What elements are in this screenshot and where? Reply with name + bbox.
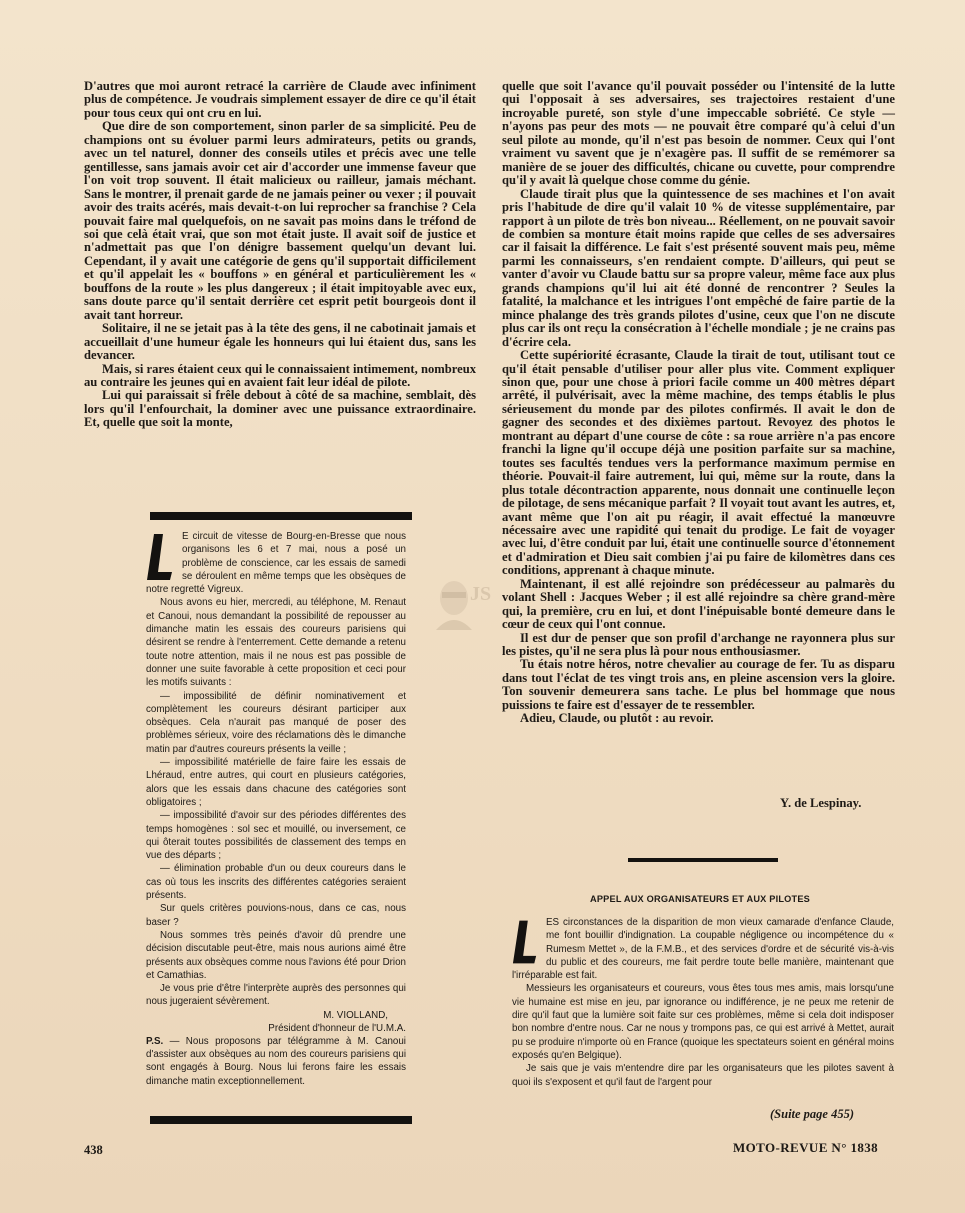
dropcap-l-glyph <box>512 918 538 966</box>
notice-paragraph: — impossibilité matérielle de faire faire les essais de Lhéraud, entre autres, qui court en plusieurs catégories, alors que les essais dans chacune des catégories sont obligatoires ; <box>146 757 406 808</box>
article-left-column <box>84 80 476 430</box>
appel-paragraph: Je sais que je vais m'entendre dire par les organisateurs que les pilotes savent à quoi ils s'exposent et qu'il faut de l'argent pour <box>512 1063 894 1088</box>
article-byline: Y. de Lespinay. <box>780 796 862 810</box>
notice-signature-title: Président d'honneur de l'U.M.A. <box>268 1022 406 1034</box>
notice-bottom-rule <box>150 1116 412 1124</box>
notice-paragraph: — impossibilité d'avoir sur des périodes différentes des temps homogènes : sol sec et mouillé, ou inversement, ce qui ôterait toutes possibilités de classement des temps en vue des départs ; <box>146 810 406 862</box>
notice-box <box>146 530 406 1088</box>
section-separator <box>628 858 778 862</box>
article-paragraph: Cette supériorité écrasante, Claude la tirait de tout, utilisant tout ce qu'il était pensable d'utiliser pour aller plus vite. Comment expliquer sinon que, pour une chose à priori facile comme un 400 mètres départ arrêté, il pulvérisait, avec la même machine, des temps établis le plus sérieusement du monde par des pilotes confirmés. Il avait le don de gagner des secondes et des dixièmes partout. Revoyez des photos le montrant au départ d'une course de côte : sa roue arrière n'a pas encore franchi la ligne qu'il occupe déjà une position parfaite sur sa machine, toutes ses facultés tendues vers la performance maximum permise en théorie. Pouvait-il faire autrement, lui qui, même sur la route, dans la plus totale décontraction apparente, nous donnait une continuelle leçon de pilotage, de sens mécanique parfait ? Il voyait tout avant les autres, et, avant même que l'on ait pu réagir, il avait effectué la manœuvre nécessaire avec une rapidité qui tenait du prodige. Le fait de voyager avec lui, d'être conduit par lui, était une continuelle source d'étonnement et d'admiration et Dieu sait combien j'ai pu faire de kilomètres dans ces conditions, apprenant à chaque minute. <box>502 348 895 578</box>
appel-title: APPEL AUX ORGANISATEURS ET AUX PILOTES <box>590 894 810 904</box>
notice-dropcap <box>146 532 174 582</box>
postscript-text: — Nous proposons par télégramme à M. Canoui d'assister aux obsèques au nom des coureurs parisiens qui sont engagés à Bourg. Nous lui ferons faire les essais dimanche matin exceptionnellement. <box>146 1035 406 1087</box>
appel-paragraph: Messieurs les organisateurs et coureurs, vous êtes tous mes amis, mais lorsqu'une vie humaine est mise en jeu, par ignorance ou indifférence, je ne peux me retenir de dire qu'il faut que la lumière soit faite sur ces problèmes, même si cela doit indisposer bon nombre d'entre nous. Car ne nous y trompons pas, ce qui est arrivé à Mettet, aurait pu se produire n'importe où en France (quoique les spectateurs soient en général moins exposés qu'en Belgique). <box>512 983 894 1061</box>
notice-top-rule <box>150 512 412 520</box>
article-right-column <box>502 80 895 726</box>
article-paragraph: quelle que soit l'avance qu'il pouvait posséder ou l'intensité de la lutte qui l'opposait à ses adversaires, ses trajectoires restaient d'une incroyable pureté, son style d'une impeccable sobriété. Ce style — n'ayons pas peur des mots — ne pouvait être comparé qu'à celui d'un seul pilote au monde, qu'il n'est pas besoin de nommer. Ceux qui l'ont vraiment vu savent que je n'exagère pas. Il suffit de se remémorer sa manière de se jouer des difficultés, chicane ou cuvette, pour comprendre qu'il y avait là quelque chose comme du génie. <box>502 79 895 188</box>
appel-dropcap <box>512 918 538 966</box>
article-paragraph: Maintenant, il est allé rejoindre son prédécesseur au palmarès du volant Shell : Jacques Weber ; il est allé rejoindre sa chère grand-mère qui, la première, cru en lui, et dont l'inépuisable bonté demeure dans le cœur de ceux qui l'ont connue. <box>502 576 895 632</box>
appel-block <box>512 916 894 1089</box>
notice-paragraph: — impossibilité de définir nominativement et complètement les coureurs désirant participer aux obsèques. Cela n'aurait pas manqué de poser des problèmes sérieux, voire des réclamations dès le dimanche matin par d'autres coureurs présents la veille ; <box>146 690 406 755</box>
notice-paragraph: Nous sommes très peinés d'avoir dû prendre une décision discutable peut-être, mais nous aurions aimé être présents aux obsèques comme nous l'avions été pour Drion et Camathias. <box>146 929 407 981</box>
article-paragraph: Mais, si rares étaient ceux qui le connaissaient intimement, nombreux au contraire les jeunes qui en avaient fait leur idéal de pilote. <box>84 361 476 389</box>
portrait-watermark <box>432 574 492 630</box>
article-paragraph: Adieu, Claude, ou plutôt : au revoir. <box>520 711 714 726</box>
notice-paragraph: Nous avons eu hier, mercredi, au téléphone, M. Renaut et Canoui, nous demandant la possibilité de repousser au dimanche matin les essais des coureurs parisiens qui désirent se rendre à l'enterrement. Cette demande a retenu toute notre attention, mais il ne nous est pas possible de donner une suite favorable à cette proposition et ceci pour les motifs suivants : <box>146 597 406 689</box>
article-paragraph: Solitaire, il ne se jetait pas à la tête des gens, il ne cabotinait jamais et accueillait d'une humeur égale les honneurs qui lui étaient dus, sans les devancer. <box>84 321 476 363</box>
notice-postscript <box>146 1035 406 1088</box>
magazine-issue: MOTO-REVUE N° 1838 <box>733 1140 879 1155</box>
notice-paragraph: Je vous prie d'être l'interprète auprès des personnes qui nous jugeraient sévèrement. <box>146 983 406 1008</box>
article-paragraph: Que dire de son comportement, sinon parler de sa simplicité. Peu de champions ont su évoluer parmi leurs admirateurs, petits ou grands, avec un tel naturel, donner des conseils utiles et précis avec une telle gentillesse, sans jamais avoir cet air d'accorder une immense faveur que l'on voit trop souvent. Il était malicieux ou railleur, jamais méchant. Sans le montrer, il prenait garde de ne jamais peiner ou vexer ; il pouvait avoir des traits acérés, mais devait-t-on lui reprocher sa franchise ? Cela pouvait faire mal quelquefois, on ne savait pas moins dans le tréfond de soi que celà était vrai, que son mot était juste. Il avait soif de justice et n'admettait pas que l'on dénigre bassement quelqu'un devant lui. Cependant, il y avait une catégorie de gens qu'il supportait difficilement et qu'il appelait les « bouffons » en général et particulièrement les « bouffons de la route » les plus dangereux ; il était impitoyable avec eux, sans doute parce qu'il sentait derrière cet esprit petit bourgeois dont il avait tant horreur. <box>84 119 476 322</box>
notice-paragraph: — élimination probable d'un ou deux coureurs dans le cas où tous les inscrits des différentes catégories seraient présents. <box>146 863 406 902</box>
article-paragraph: Claude tirait plus que la quintessence de ses machines et l'on avait pris l'habitude de dire qu'il valait 10 % de vitesse supplémentaire, par rapport à un pilote de très bon niveau... Réellement, on ne pouvait savoir de combien sa monture était moins rapide que celles de ses adversaires car il faisait la différence. Le fait s'est présenté souvent mais peu, même parmi les connaisseurs, s'en rendaient compte. D'ailleurs, qui peut se vanter d'avoir vu Claude battu sur sa propre valeur, même face aux plus grands champions qu'il lui ait été donné de rencontrer ? Seules la fatalité, la malchance et les intrigues l'ont empêché de faire partie de la mince phalange des très grands pilotes d'usine, ceux que l'on ne discute plus car ils ont reçu la consécration à l'échelle mondiale ; je ne crains pas d'écrire cela. <box>502 186 895 349</box>
notice-signature-name: M. VIOLLAND, <box>323 1009 388 1021</box>
page-number: 438 <box>84 1143 103 1157</box>
article-paragraph: D'autres que moi auront retracé la carrière de Claude avec infiniment plus de compétence. Je voudrais simplement essayer de dire ce qu'il était pour tous ceux qui ont cru en lui. <box>84 79 476 120</box>
article-paragraph: Tu étais notre héros, notre chevalier au courage de fer. Tu as disparu dans tout l'éclat de tes vingt trois ans, en pleine ascension vers la gloire. Ton souvenir demeurera sans tache. Le plus bel hommage que nous puissions te faire est d'essayer de te ressembler. <box>502 657 895 712</box>
continued-note: (Suite page 455) <box>770 1107 855 1121</box>
notice-paragraph: Sur quels critères pouvions-nous, dans ce cas, nous baser ? <box>146 903 406 928</box>
appel-paragraph: ES circonstances de la disparition de mon vieux camarade d'enfance Claude, me font bouillir d'indignation. La coupable négligence ou incompétence du « Rumesm Mettet », de la F.M.B., et des services d'ordre et de sécurité vis-à-vis du public et des coureurs, me fait perdre toute belle manière, maintenant que l'irréparable est fait. <box>512 917 894 982</box>
svg-text:JS: JS <box>470 583 492 605</box>
notice-first-paragraph: E circuit de vitesse de Bourg-en-Bresse que nous organisons les 6 et 7 mai, nous a posé un problème de conscience, car les essais de samedi se déroulent en même temps que les obsèques de notre regretté Vigreux. <box>146 531 406 596</box>
article-paragraph: Il est dur de penser que son profil d'archange ne rayonnera plus sur les pistes, qu'il ne sera plus là pour nous enthousiasmer. <box>502 630 895 659</box>
dropcap-l-glyph <box>146 532 174 582</box>
article-paragraph: Lui qui paraissait si frêle debout à côté de sa machine, semblait, dès lors qu'il l'enfourchait, la dominer avec une puissance extraordinaire. Et, quelle que soit la monte, <box>84 388 476 430</box>
postscript-label: P.S. <box>146 1035 164 1047</box>
